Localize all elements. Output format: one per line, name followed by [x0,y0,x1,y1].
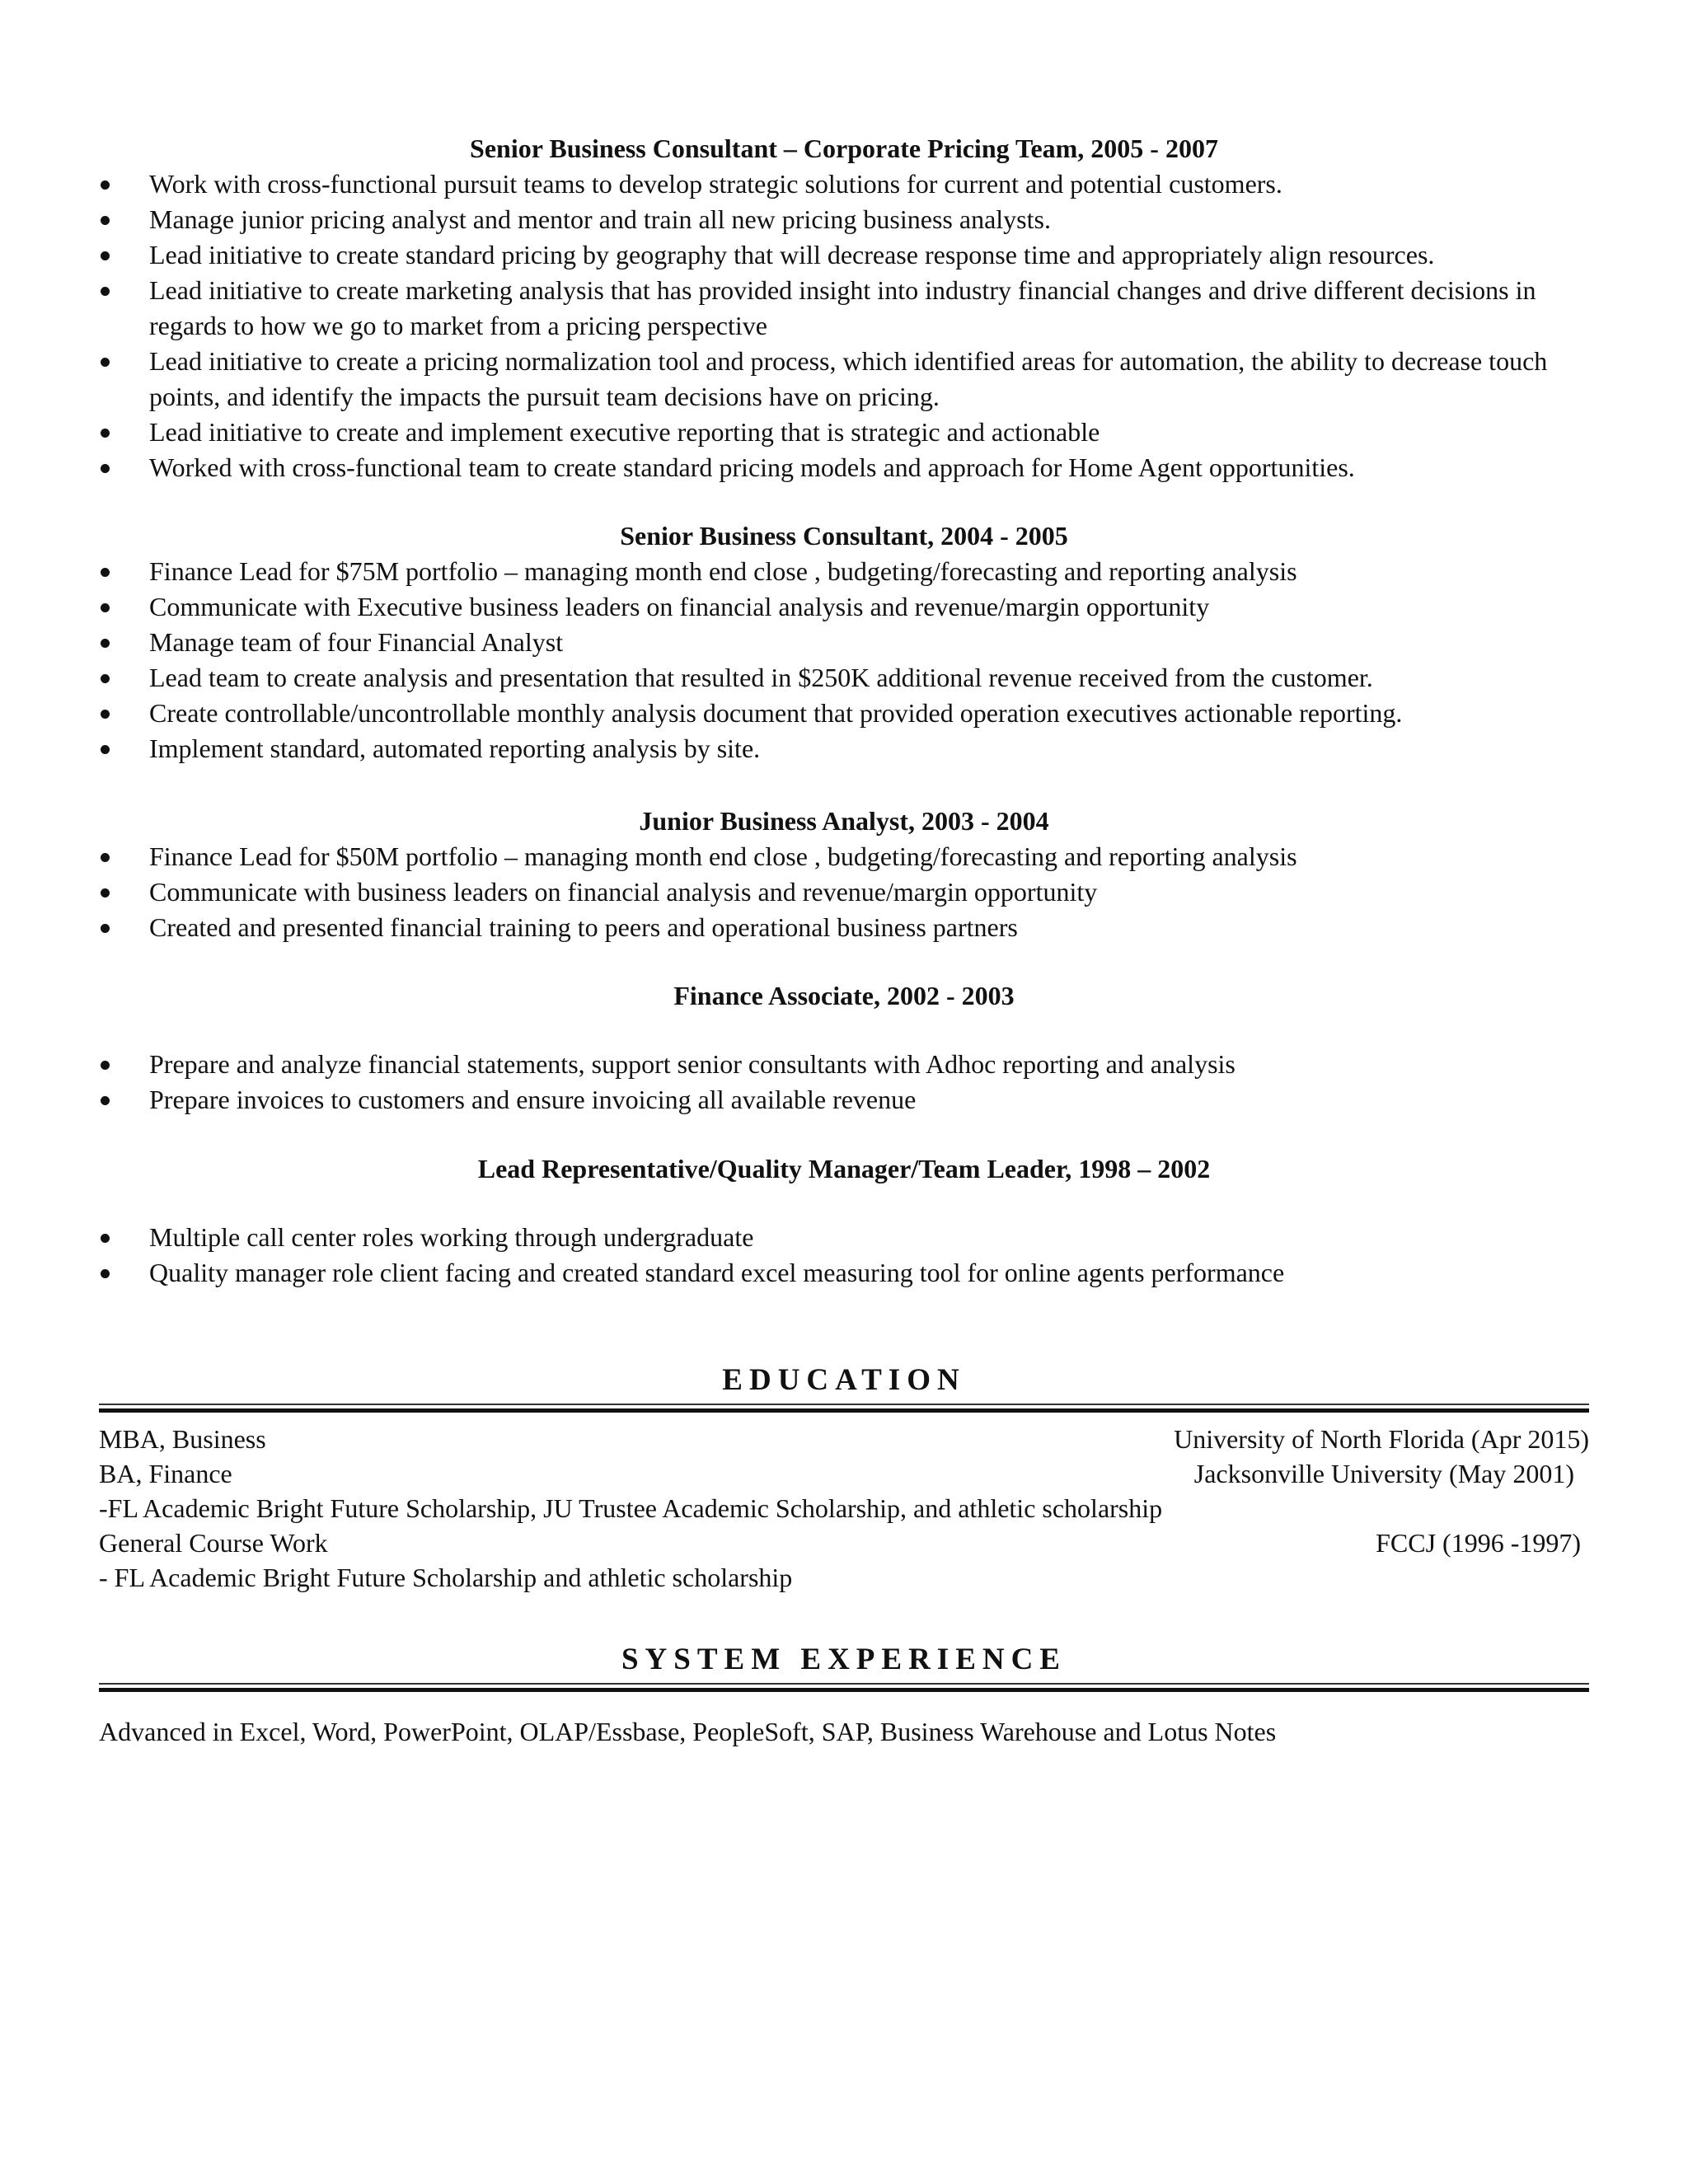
bullet-text: Communicate with business leaders on financial analysis and revenue/margin opportunity [149,877,1098,907]
list-item [99,1255,1589,1291]
bullet-icon [101,603,110,612]
list-item [99,273,1589,344]
bullet-icon [101,853,110,862]
bullet-icon [101,888,110,898]
job-title: Junior Business Analyst, 2003 - 2004 [639,806,1049,836]
resume-page [99,0,1589,2184]
education-row [99,1456,1589,1491]
bullet-text: Create controllable/uncontrollable monthly analysis document that provided operation executives actionable reporting. [149,698,1403,728]
bullet-text: Lead team to create analysis and presentation that resulted in $250K additional revenue received from the customer. [149,663,1373,692]
degree: General Course Work [99,1528,328,1558]
bullet-icon [101,216,110,225]
bullet-icon [101,639,110,648]
bullet-icon [101,429,110,438]
list-item [99,589,1589,625]
section-divider [99,1404,1589,1413]
divider-thin-line [99,1683,1589,1685]
bullet-icon [101,251,110,260]
list-item [99,731,1589,766]
bullet-icon [101,180,110,190]
bullet-text: Lead initiative to create marketing analysis that has provided insight into industry financial changes and drive different decisions in regards to how we go to market from a pricing perspective [149,275,1536,340]
education-list [99,1422,1589,1595]
list-item [99,166,1589,202]
job-title: Finance Associate, 2002 - 2003 [673,981,1015,1010]
list-item [99,554,1589,589]
section-heading: EDUCATION [722,1363,966,1397]
bullet-text: Prepare invoices to customers and ensure invoicing all available revenue [149,1085,917,1114]
list-item [99,237,1589,273]
bullet-text: Created and presented financial training to peers and operational business partners [149,912,1018,942]
divider-thick-line [99,1408,1589,1413]
list-item [99,660,1589,696]
bullet-icon [101,745,110,754]
bullet-text: Quality manager role client facing and created standard excel measuring tool for online agents performance [149,1258,1285,1287]
system-experience-text: Advanced in Excel, Word, PowerPoint, OLAP/Essbase, PeopleSoft, SAP, Business Warehouse and Lotus Notes [99,1717,1277,1746]
job-bullets [99,839,1589,945]
bullet-text: Manage team of four Financial Analyst [149,627,564,657]
job-section [99,518,1589,766]
bullet-icon [101,924,110,933]
system-experience-section [99,1640,1589,1749]
bullet-icon [101,1096,110,1105]
list-item [99,1082,1589,1118]
education-note: -FL Academic Bright Future Scholarship, JU Trustee Academic Scholarship, and athletic scholarship [99,1493,1163,1523]
bullet-text: Worked with cross-functional team to create standard pricing models and approach for Home Agent opportunities. [149,452,1355,482]
bullet-icon [101,1234,110,1243]
job-title: Senior Business Consultant – Corporate Pricing Team, 2005 - 2007 [470,134,1218,163]
job-bullets [99,166,1589,485]
bullet-text: Multiple call center roles working through undergraduate [149,1222,754,1252]
bullet-icon [101,674,110,683]
list-item [99,344,1589,415]
job-section [99,131,1589,485]
list-item [99,910,1589,945]
job-bullets [99,1220,1589,1291]
education-section [99,1361,1589,1595]
degree: BA, Finance [99,1459,232,1488]
bullet-text: Work with cross-functional pursuit teams to develop strategic solutions for current and potential customers. [149,169,1282,199]
job-bullets [99,554,1589,766]
education-row [99,1526,1589,1560]
bullet-icon [101,568,110,577]
section-divider [99,1683,1589,1693]
job-bullets [99,1047,1589,1118]
list-item [99,415,1589,450]
bullet-text: Lead initiative to create and implement executive reporting that is strategic and actionable [149,417,1100,447]
divider-thick-line [99,1688,1589,1692]
bullet-icon [101,1269,110,1278]
bullet-icon [101,464,110,473]
bullet-text: Lead initiative to create a pricing normalization tool and process, which identified areas for automation, the ability to decrease touch points, and identify the impacts the pursuit team decisions have on pricing. [149,346,1548,411]
job-section [99,1151,1589,1291]
bullet-icon [101,710,110,719]
bullet-icon [101,1061,110,1070]
job-title: Lead Representative/Quality Manager/Team Leader, 1998 – 2002 [477,1154,1211,1183]
list-item [99,450,1589,485]
list-item [99,202,1589,237]
section-heading: SYSTEM EXPERIENCE [621,1643,1067,1676]
divider-thin-line [99,1404,1589,1405]
institution: FCCJ (1996 -1997) [1376,1528,1581,1558]
education-note: - FL Academic Bright Future Scholarship and athletic scholarship [99,1563,793,1592]
degree: MBA, Business [99,1424,266,1454]
bullet-text: Lead initiative to create standard pricing by geography that will decrease response time and appropriately align resources. [149,240,1435,269]
job-title: Senior Business Consultant, 2004 - 2005 [620,521,1068,551]
institution: University of North Florida (Apr 2015) [1174,1424,1589,1454]
bullet-text: Prepare and analyze financial statements, support senior consultants with Adhoc reporting and analysis [149,1049,1236,1079]
bullet-text: Finance Lead for $75M portfolio – managing month end close , budgeting/forecasting and reporting analysis [149,556,1297,586]
bullet-icon [101,287,110,296]
bullet-icon [101,358,110,367]
bullet-text: Communicate with Executive business leaders on financial analysis and revenue/margin opportunity [149,592,1210,621]
institution: Jacksonville University (May 2001) [1193,1459,1574,1488]
list-item [99,874,1589,910]
bullet-text: Finance Lead for $50M portfolio – managing month end close , budgeting/forecasting and reporting analysis [149,841,1297,871]
bullet-text: Manage junior pricing analyst and mentor and train all new pricing business analysts. [149,204,1051,234]
education-row [99,1422,1589,1456]
list-item [99,1047,1589,1082]
list-item [99,839,1589,874]
job-section [99,978,1589,1118]
job-section [99,804,1589,945]
bullet-text: Implement standard, automated reporting analysis by site. [149,733,761,763]
list-item [99,1220,1589,1255]
list-item [99,625,1589,660]
list-item [99,696,1589,731]
